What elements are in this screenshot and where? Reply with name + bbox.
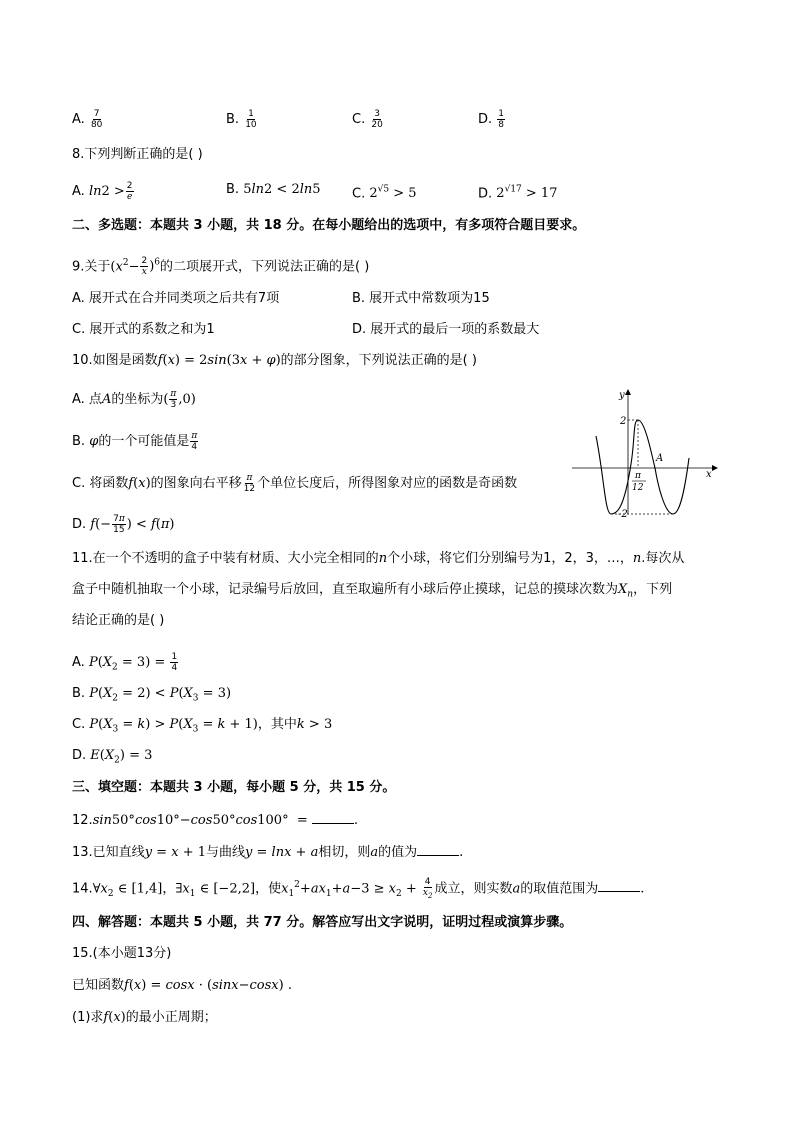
q11-option-d: D. $E(X_2) = 3$ [72,748,153,766]
q14-stem: $14.\forall x_2$ ∈ [1,4]，$\exists x_1$ ∈ [−2,2]，使$x_1^2+ax_1+a-3 \ge x_2$ + $\frac{4}{x_2}$ 成立，则实数a的取值范围为 . [72,876,645,900]
q7-option-d: D. $\frac{1}{8}$ [478,109,505,130]
q9-stem: 9.关于($x^2-$ $\frac{2}{x}$ )$^6$的二项展开式，下列说法正确的是( ) [72,256,370,278]
q11-line-1: 11.在一个不透明的盒子中装有材质、大小完全相同的n个小球，将它们分别编号为1，2，3，…，n.每次从 [72,551,685,566]
x-axis-label: x [706,469,712,480]
q7-option-c: C. $\frac{3}{20}$ [352,109,383,130]
answer-blank[interactable] [598,879,640,892]
q11-option-b: B. $P(X_2 = 2) < P(X_3 = 3)$ [72,686,232,704]
section-heading-multiple-choice: 二、多选题：本题共 3 小题，共 18 分。在每小题给出的选项中，有多项符合题目要求。 [72,218,586,233]
q7-option-a: A. $\frac{7}{80}$ [72,109,103,130]
q10-stem: 10.如图是函数f(x) = 2sin(3x + φ)的部分图象，下列说法正确的是( ) [72,353,477,368]
q11-line-2: 盒子中随机抽取一个小球，记录编号后放回，直至取遍所有小球后停止摸球，记总的摸球次数为$X_n$，下列 [72,582,673,600]
q13-stem: 13.已知直线y = x + 1与曲线y = lnx + a相切，则a的值为 . [72,845,464,860]
label-point-a: A [656,453,664,464]
q8-stem: 8.下列判断正确的是( ) [72,147,203,162]
label-pi: π [635,471,641,481]
label-two: 2 [620,416,627,427]
q7-option-b: B. $\frac{1}{10}$ [226,109,257,130]
answer-blank[interactable] [312,811,354,824]
q10-option-a: A. 点A的坐标为( $\frac{\pi}{3}$ ,0) [72,389,196,410]
q8-option-a: A. ln2 > $\frac{2}{e}$ [72,181,133,202]
fraction: $\frac{7}{80}$ [90,109,103,130]
q10-option-c: C. 将函数f(x)的图象向右平移 $\frac{\pi}{12}$ 个单位长度后，所得图象对应的函数是奇函数 [72,473,518,494]
y-axis-label: y [619,390,625,401]
q11-line-3: 结论正确的是( ) [72,613,165,628]
label-neg-two: -2 [618,509,628,520]
section-heading-fill-in: 三、填空题：本题共 3 小题，每小题 5 分，共 15 分。 [72,780,396,795]
answer-blank[interactable] [417,843,459,856]
q9-option-d: D. 展开式的最后一项的系数最大 [352,322,540,337]
q8-option-c: C. $2^{√5} > 5$ [352,185,417,202]
x-axis-arrow [712,465,718,471]
q8-option-b: B. 5ln2 < 2ln5 [226,182,321,197]
section-heading-free-response: 四、解答题：本题共 5 小题，共 77 分。解答应写出文字说明，证明过程或演算步骤。 [72,915,573,930]
q15-heading: 15.(本小题13分) [72,946,172,961]
sine-curve [596,420,689,514]
y-axis-arrow [625,389,631,395]
q15-known: 已知函数f(x) = cosx · (sinx−cosx) . [72,978,292,993]
q10-option-b: B. φ的一个可能值是 $\frac{\pi}{4}$ [72,431,198,452]
q9-option-c: C. 展开式的系数之和为1 [72,322,215,337]
q15-part-1: (1)求f(x)的最小正周期； [72,1010,217,1025]
q9-option-a: A. 展开式在合并同类项之后共有7项 [72,291,280,306]
q11-option-c: C. $P(X_3 = k) > P(X_3 = k + 1)$，其中k > 3 [72,717,333,735]
q11-option-a: A. $P(X_2 = 3)$ = $\frac{1}{4}$ [72,652,178,673]
fraction: $\frac{1}{10}$ [245,109,257,130]
q8-option-d: D. $2^{√17} > 17$ [478,185,558,202]
q9-option-b: B. 展开式中常数项为15 [352,291,490,306]
fraction: $\frac{1}{8}$ [498,109,505,130]
q10-option-d: D. f(− $\frac{7\pi}{15}$ ) < f(π) [72,514,175,535]
label-twelve: 12 [632,483,644,493]
q12-stem: 12.sin50°cos10°−cos50°cos100° = . [72,813,359,828]
sine-graph-figure [566,386,720,520]
fraction: $\frac{3}{20}$ [371,109,383,130]
